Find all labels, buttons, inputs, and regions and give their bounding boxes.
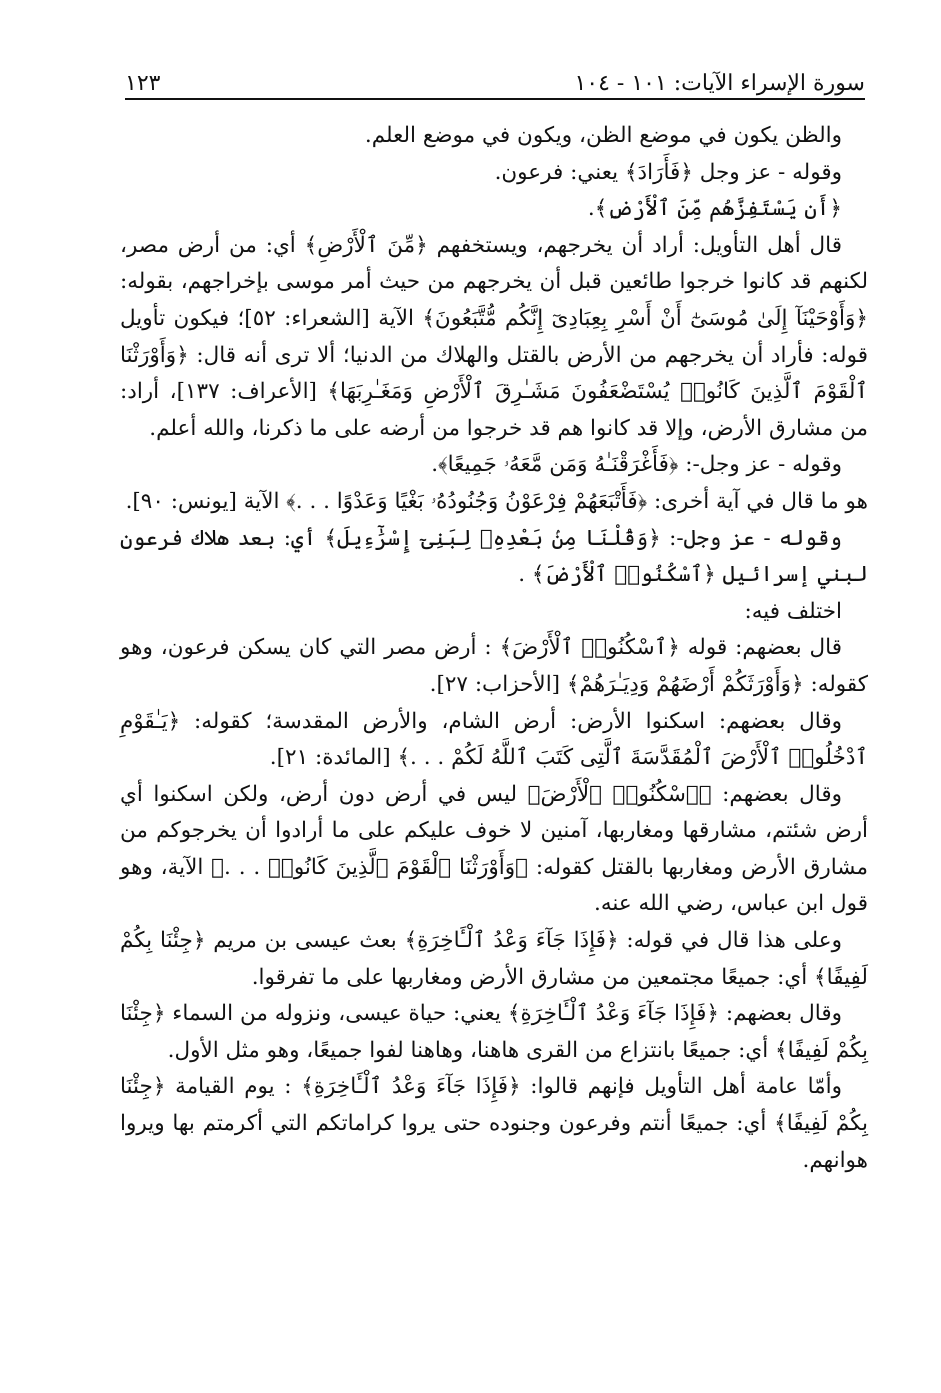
paragraph: قال أهل التأويل: أراد أن يخرجهم، ويستخفهم ﴿مِّنَ ٱلْأَرْضِ﴾ أي: من أرض مصر، لكنهم قد كانوا خرجوا طائعين قبل أن يخرجهم من حيث أمر موسى بإخراجهم، بقوله: ﴿وَأَوْحَيْنَآ إِلَىٰ مُوسَىٰٓ أَنْ أَسْرِ بِعِبَادِىٓ إِنَّكُم مُّتَّبَعُونَ﴾ الآية [الشعراء: ٥٢]؛ فيكون تأويل قوله: فأراد أن يخرجهم من الأرض بالقتل والهلاك من الدنيا؛ ألا ترى أنه قال: ﴿وَأَوْرَثْنَا ٱلْقَوْمَ ٱلَّذِينَ كَانُوا۟ يُسْتَضْعَفُونَ مَشَـٰرِقَ ٱلْأَرْضِ وَمَغَـٰرِبَهَا﴾ [الأعراف: ١٣٧]، أراد: من مشارق الأرض، وإلا قد كانوا هم قد خرجوا من أرضه على ما ذكرنا، والله أعلم. [120,232,868,441]
paragraph: وقوله - عز وجل-: ﴿فَأَغْرَقْنَـٰهُ وَمَن مَّعَهُۥ جَمِيعًا﴾. [431,452,842,478]
paragraph: والظن يكون في موضع الظن، ويكون في موضع العلم. [364,123,842,148]
header-divider [125,98,865,100]
paragraph: وعلى هذا قال في قوله: ﴿فَإِذَا جَآءَ وَعْدُ ٱلْـَٔاخِرَةِ﴾ بعث عيسى بن مريم ﴿جِئْنَا بِكُمْ لَفِيفًا﴾ أي: جميعًا مجتمعين من مشارق الأرض ومغاربها على ما تفرقوا. [120,928,868,990]
page-body [120,118,868,1179]
paragraph: وأمّا عامة أهل التأويل فإنهم قالوا: ﴿فَإِذَا جَآءَ وَعْدُ ٱلْـَٔاخِرَةِ﴾ : يوم القيامة ﴿جِئْنَا بِكُمْ لَفِيفًا﴾ أي: جميعًا أنتم وفرعون وجنوده حتى يروا كراماتكم التي أكرمتم بها ويروا هوانهم. [120,1074,868,1173]
paragraph: وقال بعضهم: اسكنوا الأرض: أرض الشام، والأرض المقدسة؛ كقوله: ﴿يَـٰقَوْمِ ٱدْخُلُوا۟ ٱلْأَرْضَ ٱلْمُقَدَّسَةَ ٱلَّتِى كَتَبَ ٱللَّهُ لَكُمْ . . .﴾ [المائدة: ٢١]. [120,708,868,771]
header-title: سورة الإسراء الآيات: ١٠١ - ١٠٤ [574,71,865,96]
page-number: ١٢٣ [125,71,161,96]
paragraph: وقال بعضهم: ﴿ٱسْكُنُوا۟ ٱلْأَرْضَ﴾ ليس في أرض دون أرض، ولكن اسكنوا أي أرض شئتم، مشارقها ومغاربها، آمنين لا خوف عليكم على ما أرادوا أن يخرجوكم من مشارق الأرض ومغاربها بالقتل كقوله: ﴿وَأَوْرَثْنَا ٱلْقَوْمَ ٱلَّذِينَ كَانُوا۟ . . .﴾ الآية، وهو قول ابن عباس، رضي الله عنه. [120,781,868,917]
paragraph: وقال بعضهم: ﴿فَإِذَا جَآءَ وَعْدُ ٱلْـَٔاخِرَةِ﴾ يعني: حياة عيسى، ونزوله من السماء ﴿جِئْنَا بِكُمْ لَفِيفًا﴾ أي: جميعًا بانتزاع من القرى هاهنا، وهاهنا لفوا جميعًا، وهو مثل الأول. [120,1001,868,1063]
paragraph: وقوله - عز وجل ﴿فَأَرَادَ﴾ يعني: فرعون. [494,159,842,185]
running-header [125,52,865,96]
paragraph: اختلف فيه: [744,598,842,624]
paragraph: قال بعضهم: قوله ﴿ٱسْكُنُوا۟ ٱلْأَرْضَ﴾ : أرض مصر التي كان يسكن فرعون، وهو كقوله: ﴿وَأَوْرَثَكُمْ أَرْضَهُمْ وَدِيَـٰرَهُمْ﴾ [الأحزاب: ٢٧]. [120,635,868,697]
paragraph: هو ما قال في آية أخرى: ﴿فَأَتْبَعَهُمْ فِرْعَوْنُ وَجُنُودُهُۥ بَغْيًا وَعَدْوًا . . .﴾ الآية [يونس: ٩٠]. [125,488,868,514]
paragraph: ﴿أَن يَسْتَفِزَّهُم مِّنَ ٱلْأَرْضِ﴾. [587,196,842,222]
paragraph: وقوله - عز وجل-: ﴿وَقُلْنَا مِنۢ بَعْدِهِۦ لِبَنِىٓ إِسْرَٰٓءِيلَ﴾ أي: بعد هلاك فرعون لبني إسرائيل ﴿ٱسْكُنُوا۟ ٱلْأَرْضَ﴾ . [120,525,868,588]
